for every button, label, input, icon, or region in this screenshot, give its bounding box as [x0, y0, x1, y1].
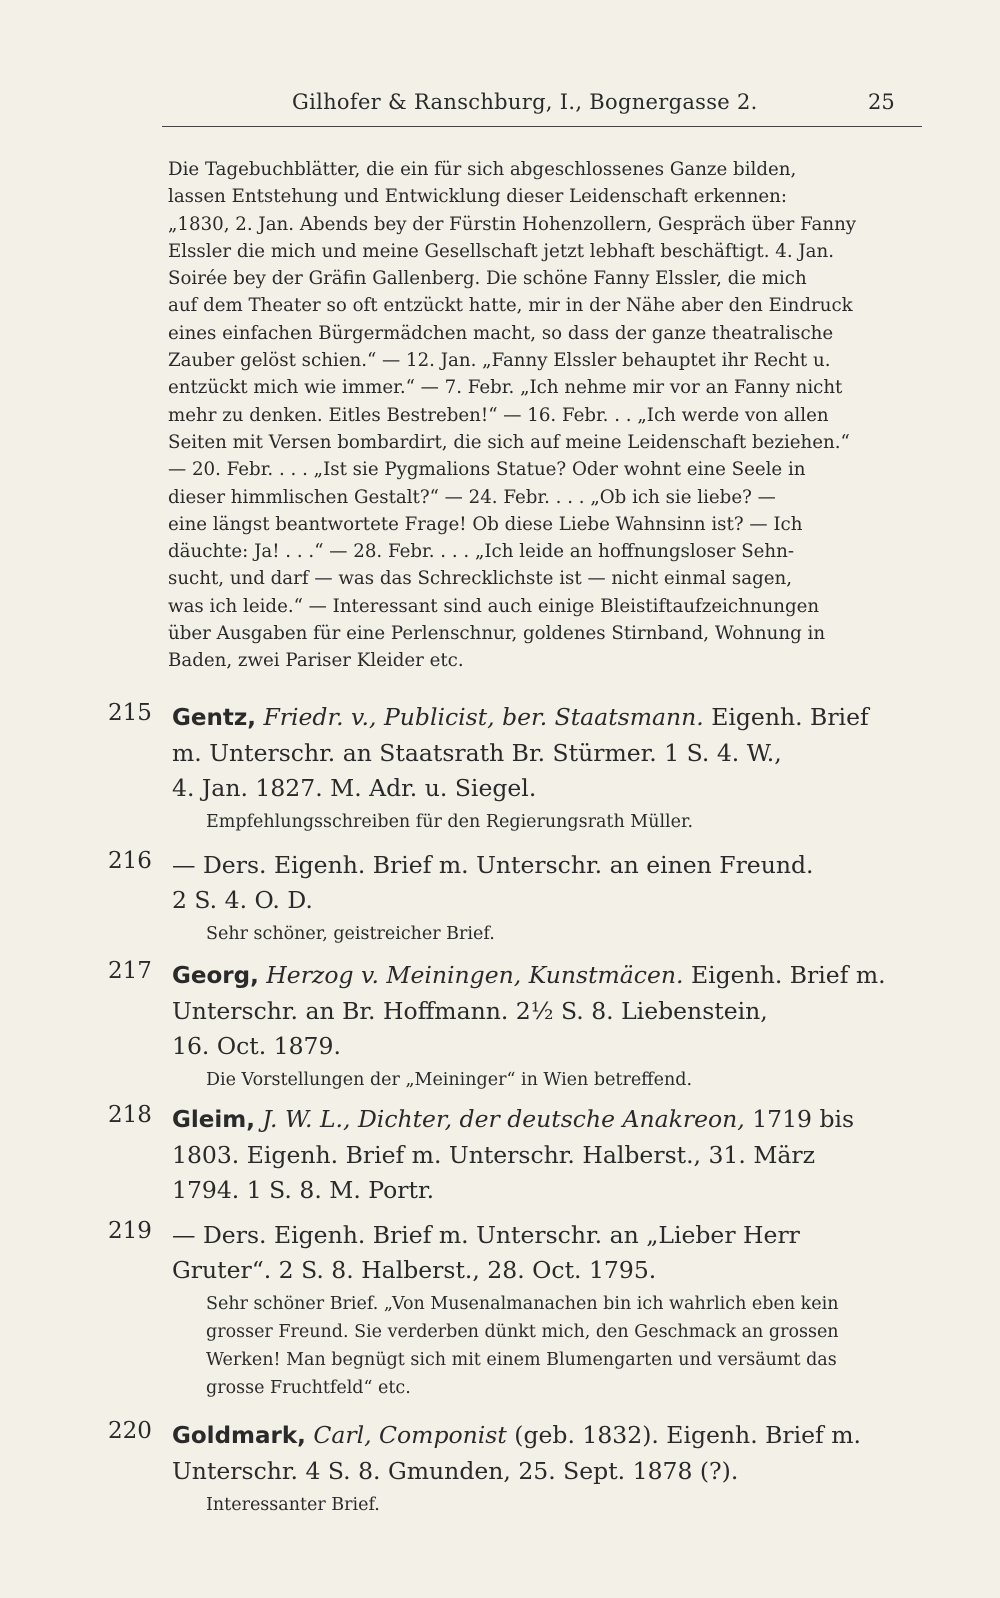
entry-details: 1719 bis 1803. Eigenh. Brief m. Unterschr. Halberst., 31. März 1794. 1 S. 8. M. Portr.	[172, 1105, 855, 1204]
entry-details: Eigenh. Brief m. Unterschr. an Staatsrath Br. Stürmer. 1 S. 4. W., 4. Jan. 1827. M. Adr. u. Siegel.	[172, 703, 869, 802]
entry-number: 218	[108, 1102, 152, 1128]
entry-text	[172, 1418, 948, 1489]
entry-note: Empfehlungsschreiben für den Regierungsrath Müller.	[206, 812, 694, 832]
entry-text	[172, 1218, 948, 1288]
entry-details: — Ders. Eigenh. Brief m. Unterschr. an einen Freund. 2 S. 4. O. D.	[172, 851, 814, 914]
entry-description: Carl, Componist	[305, 1421, 507, 1449]
entry-name: Gentz,	[172, 705, 256, 731]
intro-paragraph: Die Tagebuchblätter, die ein für sich abgeschlossenes Ganze bilden, lassen Entstehung und Entwicklung dieser Leidenschaft erkennen: „1830, 2. Jan. Abends bey der Fürstin Hohenzollern, Gespräch über Fanny Elssler die mich und meine Gesellschaft jetzt lebhaft beschäftigt. 4. Jan. Soirée bey der Gräfin Gallenberg. Die schöne Fanny Elssler, die mich auf dem Theater so oft entzückt hatte, mir in der Nähe aber den Eindruck eines einfachen Bürgermädchen macht, so dass der ganze theatralische Zauber gelöst schien.“ — 12. Jan. „Fanny Elssler behauptet ihr Recht u. entzückt mich wie immer.“ — 7. Febr. „Ich nehme mir vor an Fanny nicht mehr zu denken. Eitles Bestreben!“ — 16. Febr. . . „Ich werde von allen Seiten mit Versen bombardirt, die sich auf meine Leidenschaft beziehen.“ — 20. Febr. . . . „Ist sie Pygmalions Statue? Oder wohnt eine Seele in dieser himmlischen Gestalt?“ — 24. Febr. . . . „Ob ich sie liebe? — eine längst beantwortete Frage! Ob diese Liebe Wahnsinn ist? — Ich däuchte: Ja! . . .“ — 28. Febr. . . . „Ich leide an hoffnungsloser Sehn- sucht, und darf — was das Schrecklichste ist — nicht einmal sagen, was ich leide.“ — Interessant sind auch einige Bleistiftaufzeichnungen über Ausgaben für eine Perlenschnur, goldenes Stirnband, Wohnung in Baden, zwei Pariser Kleider etc.	[168, 159, 857, 672]
header-rule	[162, 126, 922, 127]
entry-note: Interessanter Brief.	[206, 1495, 380, 1515]
entry-number: 219	[108, 1218, 152, 1244]
entry-number: 217	[108, 958, 152, 984]
entry-description: J. W. L., Dichter, der deutsche Anakreon,	[254, 1105, 745, 1133]
entry-details: — Ders. Eigenh. Brief m. Unterschr. an „Lieber Herr Gruter“. 2 S. 8. Halberst., 28. Oct. 1795.	[172, 1221, 800, 1284]
entry-text	[172, 700, 948, 806]
entry-note: Die Vorstellungen der „Meininger“ in Wien betreffend.	[206, 1070, 693, 1090]
entry-name: Georg,	[172, 963, 259, 989]
catalogue-entry-216	[108, 848, 948, 948]
entry-number: 215	[108, 700, 152, 726]
catalogue-entry-215	[108, 700, 948, 836]
entry-text	[172, 958, 948, 1064]
entry-details: (geb. 1832). Eigenh. Brief m. Unterschr. 4 S. 8. Gmunden, 25. Sept. 1878 (?).	[172, 1421, 861, 1485]
page-header	[0, 90, 1000, 130]
page-number: 25	[868, 90, 895, 114]
catalogue-entry-220	[108, 1418, 948, 1519]
entry-details: Eigenh. Brief m. Unterschr. an Br. Hoffmann. 2½ S. 8. Liebenstein, 16. Oct. 1879.	[172, 961, 886, 1060]
entry-description: Friedr. v., Publicist, ber. Staatsmann.	[255, 703, 704, 731]
entry-note: Sehr schöner Brief. „Von Musenalmanachen bin ich wahrlich eben kein grosser Freund. Sie verderben dünkt mich, den Geschmack an grossen Werken! Man begnügt sich mit einem Blumengarten und versäumt das grosse Fruchtfeld“ etc.	[206, 1294, 839, 1398]
entry-description: Herzog v. Meiningen, Kunstmäcen.	[258, 961, 684, 989]
entry-text	[172, 848, 948, 918]
entry-number: 220	[108, 1418, 152, 1444]
catalogue-entry-218	[108, 1102, 948, 1208]
entry-text	[172, 1102, 948, 1208]
entry-name: Goldmark,	[172, 1423, 306, 1449]
catalogue-entry-219	[108, 1218, 948, 1402]
entry-name: Gleim,	[172, 1107, 255, 1133]
catalogue-entry-217	[108, 958, 948, 1094]
entry-number: 216	[108, 848, 152, 874]
entry-note: Sehr schöner, geistreicher Brief.	[206, 924, 495, 944]
running-title: Gilhofer & Ranschburg, I., Bognergasse 2.	[292, 90, 758, 114]
